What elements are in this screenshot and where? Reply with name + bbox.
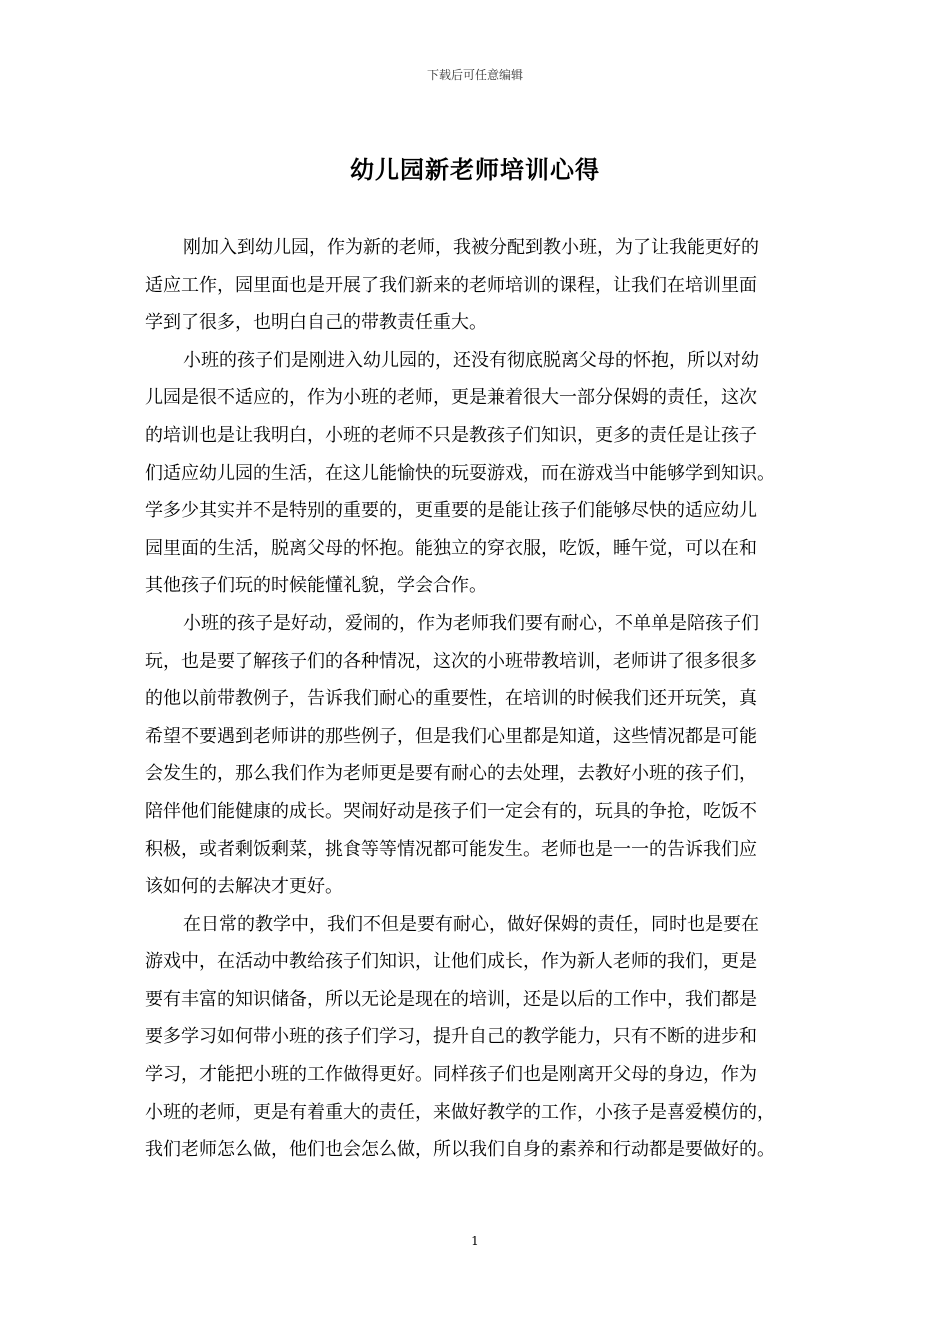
paragraph-1-line: 刚加入到幼儿园，作为新的老师，我被分配到教小班，为了让我能更好的 xyxy=(183,237,759,258)
paragraph-3-line: 该如何的去解决才更好。 xyxy=(145,876,343,898)
document-body xyxy=(145,229,815,1169)
paragraph-3-line: 的他以前带教例子，告诉我们耐心的重要性，在培训的时候我们还开玩笑，真 xyxy=(145,688,757,710)
paragraph-1-line: 学到了很多，也明白自己的带教责任重大。 xyxy=(145,312,487,334)
paragraph-3-line: 小班的孩子是好动，爱闹的，作为老师我们要有耐心，不单单是陪孩子们 xyxy=(183,612,759,634)
paragraph-4-line: 学习，才能把小班的工作做得更好。同样孩子们也是刚离开父母的身边，作为 xyxy=(145,1064,757,1086)
paragraph-2-line: 园里面的生活，脱离父母的怀抱。能独立的穿衣服，吃饭，睡午觉，可以在和 xyxy=(145,537,757,559)
paragraph-4-line: 要多学习如何带小班的孩子们学习，提升自己的教学能力，只有不断的进步和 xyxy=(145,1026,757,1048)
paragraph-3-line: 陪伴他们能健康的成长。哭闹好动是孩子们一定会有的，玩具的争抢，吃饭不 xyxy=(145,800,757,822)
paragraph-3-line: 希望不要遇到老师讲的那些例子，但是我们心里都是知道，这些情况都是可能 xyxy=(145,725,757,747)
page-header: 下载后可任意编辑 xyxy=(426,68,523,82)
paragraph-4-line: 我们老师怎么做，他们也会怎么做，所以我们自身的素养和行动都是要做好的。 xyxy=(145,1139,775,1161)
document-title: 幼儿园新老师培训心得 xyxy=(350,155,600,184)
paragraph-4-line: 游戏中，在活动中教给孩子们知识，让他们成长，作为新人老师的我们，更是 xyxy=(145,951,757,973)
paragraph-4-line: 要有丰富的知识储备，所以无论是现在的培训，还是以后的工作中，我们都是 xyxy=(145,988,757,1010)
page-number: 1 xyxy=(471,1234,479,1248)
paragraph-4-line: 在日常的教学中，我们不但是要有耐心，做好保姆的责任，同时也是要在 xyxy=(183,913,759,935)
paragraph-2-line: 小班的孩子们是刚进入幼儿园的，还没有彻底脱离父母的怀抱，所以对幼 xyxy=(183,349,759,371)
paragraph-3-line: 积极，或者剩饭剩菜，挑食等等情况都可能发生。老师也是一一的告诉我们应 xyxy=(145,838,757,860)
paragraph-2-line: 学多少其实并不是特别的重要的，更重要的是能让孩子们能够尽快的适应幼儿 xyxy=(145,500,757,522)
paragraph-2-line: 的培训也是让我明白，小班的老师不只是教孩子们知识，更多的责任是让孩子 xyxy=(145,424,757,446)
paragraph-2-line: 其他孩子们玩的时候能懂礼貌，学会合作。 xyxy=(145,575,487,597)
paragraph-2-line: 们适应幼儿园的生活，在这儿能愉快的玩耍游戏，而在游戏当中能够学到知识。 xyxy=(145,462,775,484)
paragraph-1-line: 适应工作，园里面也是开展了我们新来的老师培训的课程，让我们在培训里面 xyxy=(145,274,757,296)
paragraph-2-line: 儿园是很不适应的，作为小班的老师，更是兼着很大一部分保姆的责任，这次 xyxy=(145,387,757,409)
paragraph-3-line: 玩，也是要了解孩子们的各种情况，这次的小班带教培训，老师讲了很多很多 xyxy=(145,650,757,672)
paragraph-4-line: 小班的老师，更是有着重大的责任，来做好教学的工作，小孩子是喜爱模仿的， xyxy=(145,1101,775,1123)
paragraph-3-line: 会发生的，那么我们作为老师更是要有耐心的去处理，去教好小班的孩子们， xyxy=(145,763,757,785)
